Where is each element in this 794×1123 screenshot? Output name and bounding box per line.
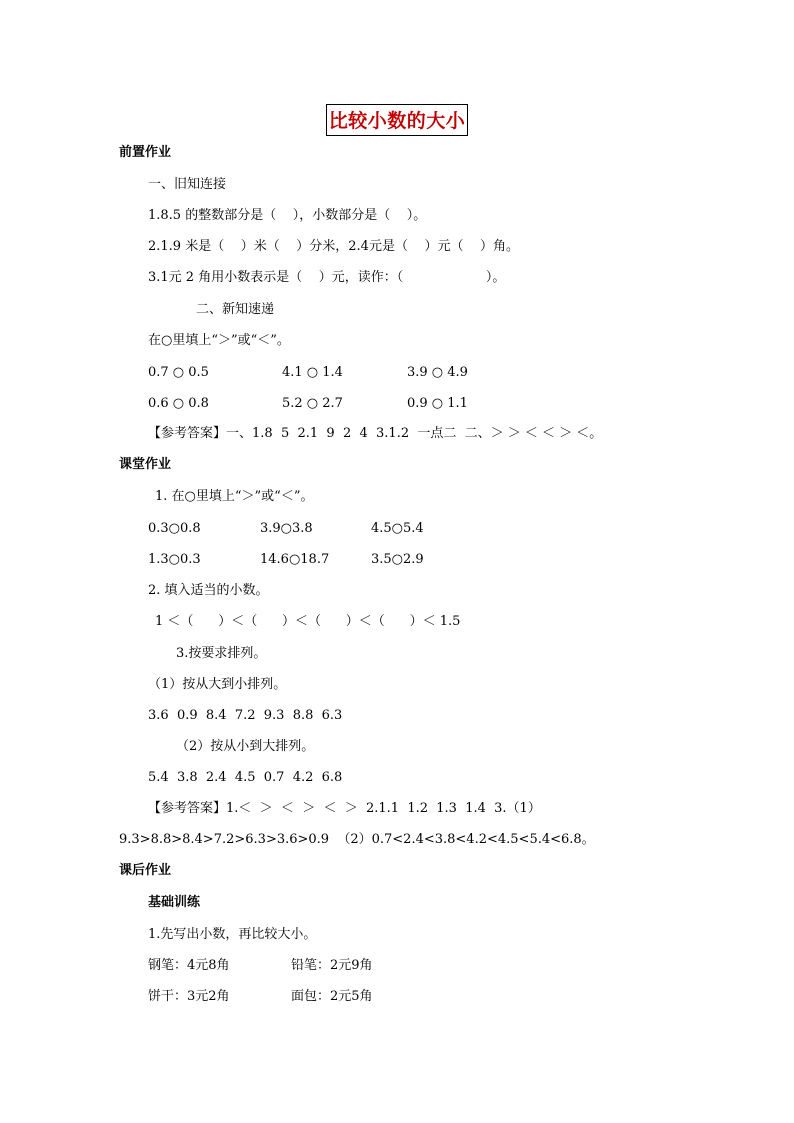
compare-item: 3.9○3.8 — [260, 521, 313, 536]
class-question-2: 2. 填入适当的小数。 — [148, 583, 269, 598]
compare-item: 5.2 ○ 2.7 — [282, 396, 343, 411]
order-desc-numbers: 3.6 0.9 8.4 7.2 9.3 8.8 6.3 — [148, 708, 343, 723]
price-item: 钢笔：4元8角 — [148, 958, 230, 973]
class-question-3: 3.按要求排列。 — [176, 646, 267, 661]
page-title: 比较小数的大小 — [326, 104, 469, 136]
compare-item: 0.3○0.8 — [148, 521, 201, 536]
compare-item: 14.6○18.7 — [260, 552, 330, 567]
question-2: 2.1.9 米是（ ）米（ ）分米，2.4元是（ ）元（ ）角。 — [148, 239, 520, 254]
reference-answer-class-cont: 9.3>8.8>8.4>7.2>6.3>3.6>0.9 （2）0.7<2.4<3.8<4.2<4.5<5.4<6.8。 — [119, 832, 595, 847]
compare-instruction: 在○里填上“＞”或“＜”。 — [148, 333, 290, 348]
class-question-1: 1. 在○里填上“＞”或“＜”。 — [155, 489, 314, 504]
compare-item: 4.1 ○ 1.4 — [282, 365, 343, 380]
question-1: 1.8.5 的整数部分是（ ），小数部分是（ ）。 — [148, 208, 427, 223]
order-asc-numbers: 5.4 3.8 2.4 4.5 0.7 4.2 6.8 — [148, 770, 343, 785]
order-desc-instruction: （1）按从大到小排列。 — [148, 677, 287, 692]
compare-item: 3.9 ○ 4.9 — [407, 365, 468, 380]
price-item: 铅笔：2元9角 — [291, 958, 373, 973]
subsection-basic-training: 基础训练 — [148, 895, 201, 910]
title-container — [0, 104, 794, 136]
reference-answer-class: 【参考答案】1.＜ ＞ ＜ ＞ ＜ ＞ 2.1.1 1.2 1.3 1.4 3.（1） — [148, 801, 541, 816]
question-3: 3.1元 2 角用小数表示是（ ）元，读作：（ ）。 — [148, 270, 506, 285]
price-item: 饼干：3元2角 — [148, 989, 230, 1004]
compare-item: 3.5○2.9 — [371, 552, 424, 567]
section-heading-class: 课堂作业 — [119, 457, 172, 472]
order-asc-instruction: （2）按从小到大排列。 — [176, 739, 315, 754]
compare-item: 4.5○5.4 — [371, 521, 424, 536]
section-old-knowledge: 一、旧知连接 — [148, 177, 227, 192]
compare-item: 0.9 ○ 1.1 — [407, 396, 468, 411]
compare-item: 1.3○0.3 — [148, 552, 201, 567]
compare-item: 0.7 ○ 0.5 — [148, 365, 209, 380]
reference-answer-pre: 【参考答案】一、1.8 5 2.1 9 2 4 3.1.2 一点二 二、＞ ＞ ＜ ＜ ＞ ＜。 — [148, 426, 603, 441]
fill-decimals-line: 1 ＜（ ）＜（ ）＜（ ）＜（ ）＜ 1.5 — [155, 614, 461, 629]
after-question-1: 1.先写出小数，再比较大小。 — [148, 927, 317, 942]
section-heading-after: 课后作业 — [119, 863, 172, 878]
section-heading-pre: 前置作业 — [119, 145, 172, 160]
price-item: 面包：2元5角 — [291, 989, 373, 1004]
section-new-knowledge: 二、新知速递 — [196, 302, 275, 317]
compare-item: 0.6 ○ 0.8 — [148, 396, 209, 411]
